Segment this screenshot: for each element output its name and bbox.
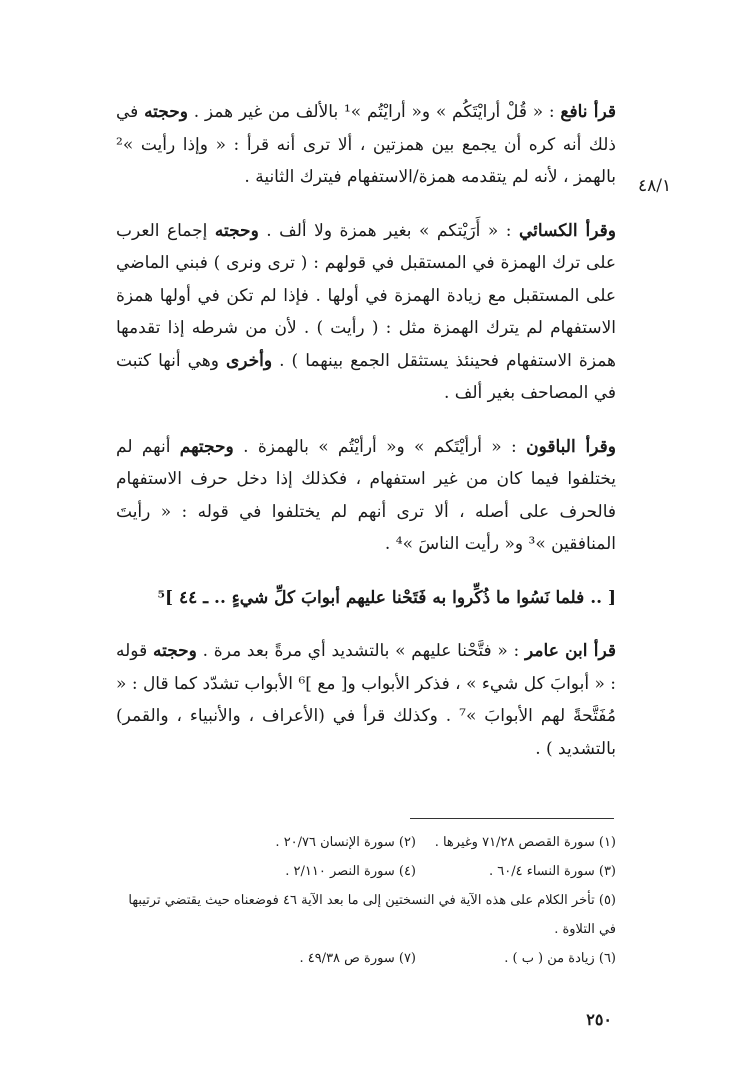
footnote-row — [126, 828, 616, 857]
hujja-label: وحجته — [214, 220, 259, 241]
footnote-text: زيادة من ( ب ) . — [504, 951, 595, 966]
footnote-6 — [416, 944, 616, 973]
ukhra-label: وأخرى — [225, 350, 273, 371]
reader-name: وقرأ الكسائي — [519, 220, 616, 241]
footnote-3 — [416, 857, 616, 886]
footnote-4 — [285, 857, 416, 886]
main-text — [116, 96, 616, 765]
paragraph-baqun — [116, 431, 616, 561]
footnote-number: (١) — [598, 835, 616, 850]
run-text: : « قُلْ أرايْتَكُم » و« أرايْتُم »¹ بالألف من غير همز . — [188, 102, 561, 122]
reader-name: قرأ نافع — [560, 102, 617, 122]
run-text: إجماع العرب على ترك الهمزة في المستقبل في قولهم : ( ترى ونرى ) فبني الماضي على المستقبل مع زيادة الهمزة في أولها . فإذا لم تكن في أولها همزة الاستفهام لم يترك الهمزة مثل : ( رأيت ) . لأن من شرطه إذا تقدمها همزة الاستفهام فحينئذ يستثقل الجمع بينهما ) . — [116, 220, 616, 371]
footnote-7 — [299, 944, 416, 973]
footnote-2 — [275, 828, 416, 857]
footnote-text: سورة النساء ٦٠/٤ . — [488, 864, 595, 879]
verse-heading — [116, 582, 616, 615]
run-text: في ذلك أنه كره أن يجمع بين همزتين ، ألا ترى أنه قرأ : « وإذا رأيت »² بالهمز ، لأنه لم يتقدمه همزة/الاستفهام فيترك الثانية . — [116, 102, 616, 187]
run-text: قوله : « أبوابَ كل شيء » ، فذكر الأبواب و[ مع ]⁶ الأبواب تشدّد كما قال : « مُفَتَّحةً لهم الأبوابَ »⁷ . وكذلك قرأ في (الأعراف ، والأنبياء ، والقمر) بالتشديد ) . — [116, 641, 616, 759]
paragraph-kisai — [116, 215, 616, 410]
verse-text: [ .. فلما نَسُوا ما ذُكِّروا به فَتَحْنا عليهم أبوابَ كلِّ شيءٍ .. ـ ٤٤ ]⁵ — [157, 587, 616, 608]
hujja-label: وحجته — [152, 641, 197, 661]
footnote-number: (٧) — [398, 951, 416, 966]
footnote-text: سورة النصر ٢/١١٠ . — [285, 864, 395, 879]
footnote-5 — [126, 886, 616, 944]
hujja-label: وحجتهم — [179, 436, 234, 457]
footnote-row — [126, 944, 616, 973]
paragraph-nafi — [116, 96, 616, 194]
footnote-number: (٢) — [398, 835, 416, 850]
run-text: : « فتَّحْنا عليهم » بالتشديد أي مرةً بعد مرة . — [196, 641, 526, 661]
manuscript-folio-reference: ٤٨/١ — [638, 176, 672, 196]
run-text: وهي أنها كتبت في المصاحف بغير ألف . — [116, 350, 616, 403]
footnote-number: (٣) — [598, 864, 616, 879]
footnotes — [126, 828, 616, 973]
footnote-divider — [410, 818, 614, 819]
paragraph-ibn-amir — [116, 635, 616, 765]
footnote-row — [126, 857, 616, 886]
footnote-text: تأخر الكلام على هذه الآية في النسختين إلى ما بعد الآية ٤٦ فوضعناه حيث يقتضي ترتيبها في التلاوة . — [128, 893, 616, 937]
hujja-label: وحجته — [144, 102, 188, 122]
run-text: : « أرأيْتَكم » و« أرأيْتُم » بالهمزة . — [233, 436, 527, 457]
footnote-text: سورة ص ٤٩/٣٨ . — [299, 951, 395, 966]
run-text: أنهم لم يختلفوا فيما كان من غير استفهام ، فكذلك إذا دخل حرف الاستفهام فالحرف على أصله ، ألا ترى أنهم لم يختلفوا في قوله : « رأيتَ المنافقين »³ و« رأيت الناسَ »⁴ . — [116, 436, 616, 554]
footnote-number: (٦) — [598, 951, 616, 966]
footnote-text: سورة الإنسان ٢٠/٧٦ . — [275, 835, 395, 850]
run-text: : « أَرَيْتكم » بغير همزة ولا ألف . — [258, 220, 519, 241]
footnote-1 — [416, 828, 616, 857]
footnote-number: (٤) — [398, 864, 416, 879]
footnote-text: سورة القصص ٧١/٢٨ وغيرها . — [434, 835, 595, 850]
reader-name: قرأ ابن عامر — [525, 641, 616, 661]
footnote-number: (٥) — [598, 893, 616, 908]
page-number: ٢٥٠ — [586, 1010, 612, 1029]
reader-name: وقرأ الباقون — [526, 436, 617, 457]
